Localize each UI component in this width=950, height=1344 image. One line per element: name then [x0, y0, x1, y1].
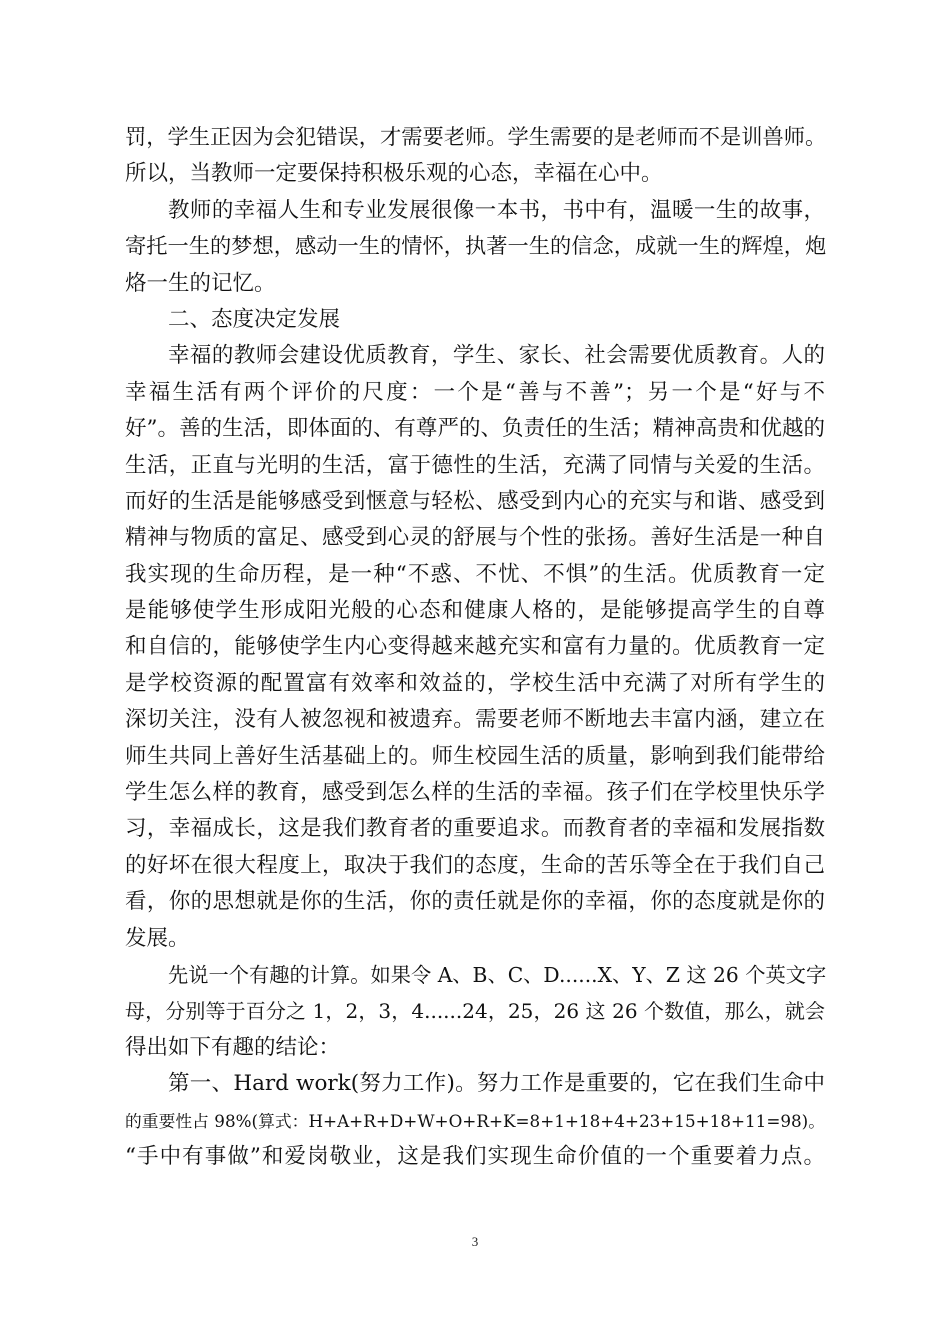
page-number: 3	[471, 1234, 479, 1249]
text-line: 而好的生活是能够感受到惬意与轻松、感受到内心的充实与和谐、感受到	[125, 488, 825, 514]
document-body	[125, 120, 825, 1175]
text-line: 深切关注，没有人被忽视和被遗弃。需要老师不断地去丰富内涵，建立在	[125, 707, 825, 733]
text-line: 精神与物质的富足、感受到心灵的舒展与个性的张扬。善好生活是一种自	[125, 525, 825, 551]
text-line: 是学校资源的配置富有效率和效益的，学校生活中充满了对所有学生的	[125, 670, 825, 696]
text-line: 幸福的教师会建设优质教育，学生、家长、社会需要优质教育。人的	[168, 343, 825, 369]
text-line: 得出如下有趣的结论：	[125, 1034, 341, 1060]
text-line: 教师的幸福人生和专业发展很像一本书，书中有，温暖一生的故事，	[168, 197, 825, 223]
text-line: 发展。	[125, 925, 190, 951]
text-line: 幸福生活有两个评价的尺度：一个是“善与不善”；另一个是“好与不	[125, 379, 825, 405]
text-line: 罚，学生正因为会犯错误，才需要老师。学生需要的是老师而不是训兽师。	[125, 125, 827, 150]
text-line: 我实现的生命历程，是一种“不惑、不忧、不惧”的生活。优质教育一定	[125, 561, 825, 587]
text-line: 师生共同上善好生活基础上的。师生校园生活的质量，影响到我们能带给	[125, 743, 825, 769]
text-line: 所以，当教师一定要保持积极乐观的心态，幸福在心中。	[125, 161, 663, 187]
heading-text: 二、态度决定发展	[168, 306, 341, 332]
paragraph	[125, 120, 825, 193]
text-line: 看，你的思想就是你的生活，你的责任就是你的幸福，你的态度就是你的	[125, 889, 825, 915]
text-line: 寄托一生的梦想，感动一生的情怀，执著一生的信念，成就一生的辉煌，炮	[125, 234, 827, 260]
text-line: 烙一生的记忆。	[125, 270, 276, 296]
text-line: 是能够使学生形成阳光般的心态和健康人格的，是能够提高学生的自尊	[125, 598, 825, 624]
text-line: 第一、Hard work(努力工作)。努力工作是重要的，它在我们生命中	[168, 1071, 825, 1097]
text-line: 和自信的，能够使学生内心变得越来越充实和富有力量的。优质教育一定	[125, 634, 825, 660]
section-heading	[125, 302, 825, 338]
text-line: 的好坏在很大程度上，取决于我们的态度，生命的苦乐等全在于我们自己	[125, 852, 825, 878]
paragraph	[125, 193, 825, 302]
paragraph	[125, 338, 825, 957]
text-line: 生活，正直与光明的生活，富于德性的生活，充满了同情与关爱的生活。	[125, 452, 825, 478]
text-line: 的重要性占 98%(算式：H+A+R+D+W+O+R+K=8+1+18+4+23+15+18+11=98)。	[125, 1110, 825, 1131]
paragraph	[125, 1066, 825, 1175]
text-line: 学生怎么样的教育，感受到怎么样的生活的幸福。孩子们在学校里快乐学	[125, 780, 825, 806]
paragraph	[125, 957, 825, 1066]
text-line: 母，分别等于百分之 1，2，3，4......24，25，26 这 26 个数值，那么，就会	[125, 999, 825, 1024]
text-line: 习，幸福成长，这是我们教育者的重要追求。而教育者的幸福和发展指数	[125, 816, 825, 842]
text-line: “手中有事做”和爱岗敬业，这是我们实现生命价值的一个重要着力点。	[125, 1143, 825, 1169]
text-line: 好”。善的生活，即体面的、有尊严的、负责任的生活；精神高贵和优越的	[125, 416, 825, 442]
text-line: 先说一个有趣的计算。如果令 A、B、C、D......X、Y、Z 这 26 个英文字	[168, 962, 827, 987]
